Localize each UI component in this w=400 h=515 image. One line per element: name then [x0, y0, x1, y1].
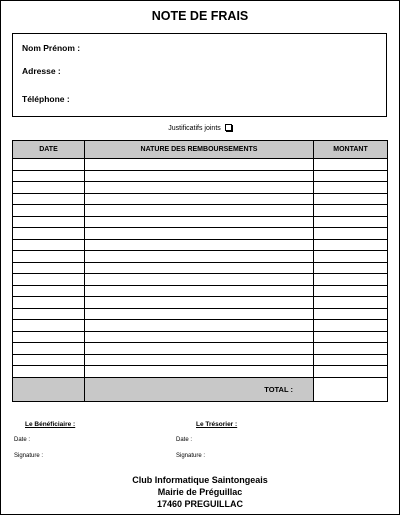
amount-cell[interactable]	[314, 228, 388, 240]
table-row	[13, 331, 388, 343]
date-cell[interactable]	[13, 228, 85, 240]
table-row	[13, 343, 388, 355]
date-cell[interactable]	[13, 216, 85, 228]
treasurer-heading: Le Trésorier :	[196, 421, 238, 428]
date-cell[interactable]	[13, 331, 85, 343]
nature-cell[interactable]	[85, 354, 314, 366]
amount-cell[interactable]	[314, 354, 388, 366]
table-row	[13, 170, 388, 182]
table-row	[13, 354, 388, 366]
treasurer-signature-label: Signature :	[176, 453, 206, 459]
table-row	[13, 193, 388, 205]
amount-cell[interactable]	[314, 308, 388, 320]
table-row	[13, 274, 388, 286]
footer-town-hall: Mairie de Préguillac	[157, 487, 243, 497]
document-title: NOTE DE FRAIS	[151, 9, 249, 23]
table-row	[13, 320, 388, 332]
amount-cell[interactable]	[314, 343, 388, 355]
nature-cell[interactable]	[85, 251, 314, 263]
table-row	[13, 228, 388, 240]
nature-cell[interactable]	[85, 228, 314, 240]
footer-postcode-city: 17460 PREGUILLAC	[156, 499, 244, 509]
footer-club-name: Club Informatique Saintongeais	[132, 475, 268, 485]
nature-cell[interactable]	[85, 285, 314, 297]
date-cell[interactable]	[13, 297, 85, 309]
amount-cell[interactable]	[314, 297, 388, 309]
amount-cell[interactable]	[314, 159, 388, 171]
nature-cell[interactable]	[85, 159, 314, 171]
beneficiary-signature-label: Signature :	[14, 453, 44, 459]
name-label: Nom Prénom :	[22, 43, 81, 53]
date-cell[interactable]	[13, 320, 85, 332]
nature-cell[interactable]	[85, 239, 314, 251]
table-row	[13, 216, 388, 228]
date-cell[interactable]	[13, 205, 85, 217]
table-row	[13, 182, 388, 194]
beneficiary-date-label: Date :	[14, 437, 31, 443]
address-label: Adresse :	[22, 66, 61, 76]
header-amount: MONTANT	[314, 141, 388, 159]
date-cell[interactable]	[13, 159, 85, 171]
amount-cell[interactable]	[314, 331, 388, 343]
nature-cell[interactable]	[85, 331, 314, 343]
date-cell[interactable]	[13, 285, 85, 297]
nature-cell[interactable]	[85, 297, 314, 309]
nature-cell[interactable]	[85, 320, 314, 332]
table-row	[13, 205, 388, 217]
beneficiary-heading: Le Bénéficiaire :	[25, 421, 76, 428]
amount-cell[interactable]	[314, 285, 388, 297]
table-row	[13, 159, 388, 171]
date-cell[interactable]	[13, 193, 85, 205]
nature-cell[interactable]	[85, 366, 314, 378]
amount-cell[interactable]	[314, 262, 388, 274]
phone-label: Téléphone :	[22, 94, 70, 104]
total-label: TOTAL :	[85, 377, 314, 401]
amount-cell[interactable]	[314, 216, 388, 228]
amount-cell[interactable]	[314, 170, 388, 182]
date-cell[interactable]	[13, 354, 85, 366]
attachments-line	[0, 124, 400, 132]
header-date: DATE	[13, 141, 85, 159]
nature-cell[interactable]	[85, 343, 314, 355]
date-cell[interactable]	[13, 274, 85, 286]
date-cell[interactable]	[13, 170, 85, 182]
amount-cell[interactable]	[314, 251, 388, 263]
attachments-label: Justificatifs joints	[168, 125, 221, 132]
amount-cell[interactable]	[314, 366, 388, 378]
table-row	[13, 262, 388, 274]
table-row	[13, 239, 388, 251]
table-row	[13, 285, 388, 297]
nature-cell[interactable]	[85, 182, 314, 194]
date-cell[interactable]	[13, 239, 85, 251]
amount-cell[interactable]	[314, 205, 388, 217]
table-header-row	[13, 141, 388, 159]
table-row	[13, 308, 388, 320]
expenses-table	[12, 140, 388, 402]
nature-cell[interactable]	[85, 262, 314, 274]
amount-cell[interactable]	[314, 182, 388, 194]
table-row	[13, 251, 388, 263]
header-nature: NATURE DES REMBOURSEMENTS	[85, 141, 314, 159]
amount-cell[interactable]	[314, 193, 388, 205]
amount-cell[interactable]	[314, 239, 388, 251]
nature-cell[interactable]	[85, 205, 314, 217]
total-amount-cell[interactable]	[314, 377, 388, 401]
nature-cell[interactable]	[85, 308, 314, 320]
nature-cell[interactable]	[85, 216, 314, 228]
date-cell[interactable]	[13, 308, 85, 320]
attachments-checkbox[interactable]	[225, 124, 232, 131]
personal-info-box	[12, 33, 387, 117]
treasurer-date-label: Date :	[176, 437, 193, 443]
table-row	[13, 366, 388, 378]
amount-cell[interactable]	[314, 320, 388, 332]
date-cell[interactable]	[13, 262, 85, 274]
table-row	[13, 297, 388, 309]
nature-cell[interactable]	[85, 170, 314, 182]
date-cell[interactable]	[13, 366, 85, 378]
nature-cell[interactable]	[85, 193, 314, 205]
total-row	[13, 377, 388, 401]
date-cell[interactable]	[13, 182, 85, 194]
date-cell[interactable]	[13, 343, 85, 355]
amount-cell[interactable]	[314, 274, 388, 286]
total-date-cell	[13, 377, 85, 401]
date-cell[interactable]	[13, 251, 85, 263]
nature-cell[interactable]	[85, 274, 314, 286]
